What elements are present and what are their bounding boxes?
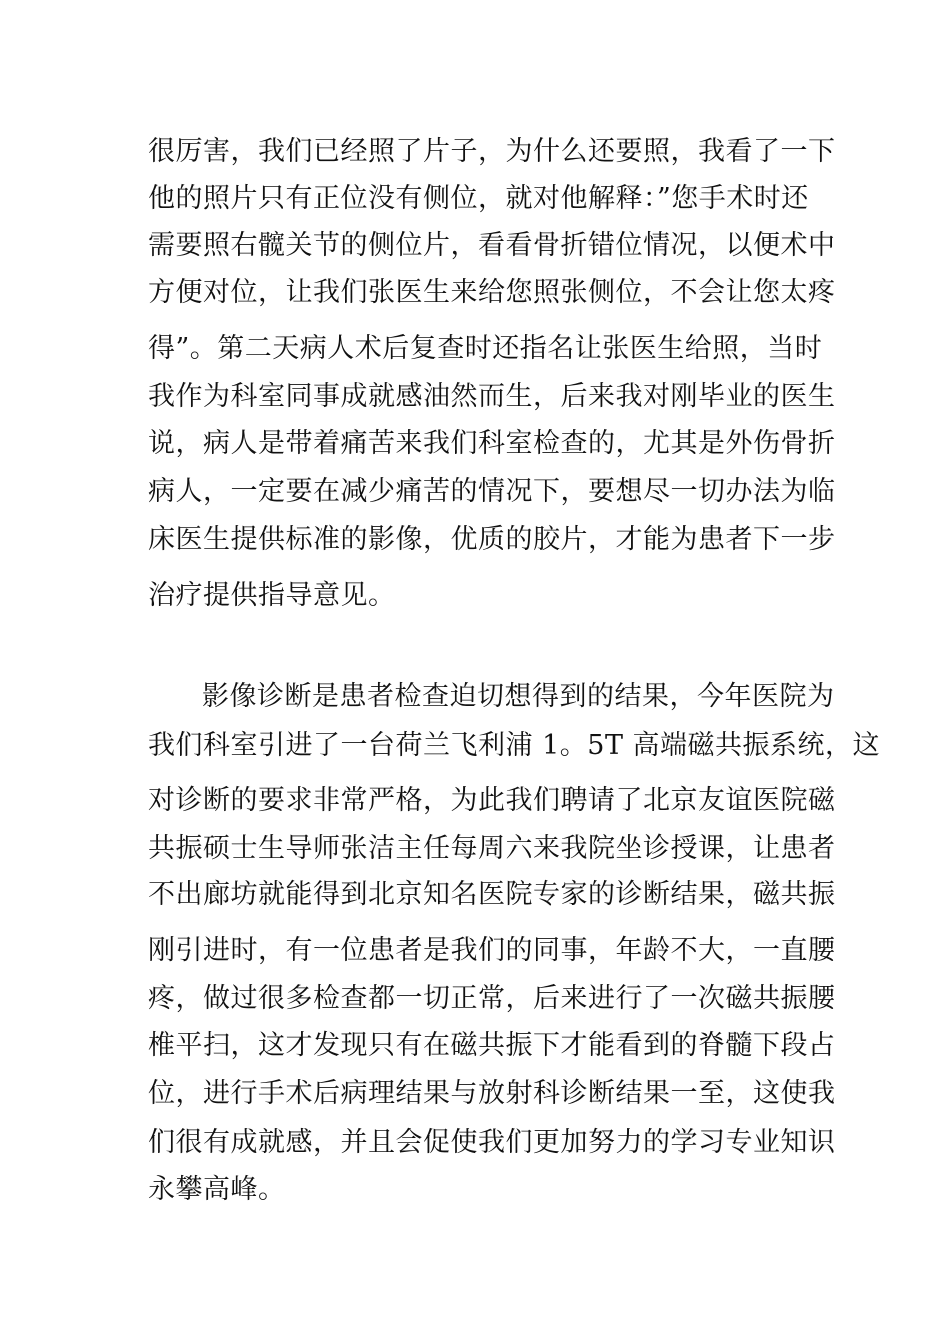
text-line: 影像诊断是患者检查迫切想得到的结果，今年医院为 bbox=[202, 681, 835, 712]
text-line: 很厉害，我们已经照了片子，为什么还要照，我看了一下 bbox=[148, 136, 836, 167]
text-line: 方便对位，让我们张医生来给您照张侧位，不会让您太疼 bbox=[148, 277, 836, 308]
text-line: 我们科室引进了一台荷兰飞利浦 1。5T 高端磁共振系统，这 bbox=[148, 730, 881, 761]
text-line: 位，进行手术后病理结果与放射科诊断结果一至，这使我 bbox=[148, 1078, 836, 1109]
text-line: 他的照片只有正位没有侧位，就对他解释：”您手术时还 bbox=[148, 183, 809, 214]
text-line: 对诊断的要求非常严格，为此我们聘请了北京友谊医院磁 bbox=[148, 785, 836, 816]
text-line: 治疗提供指导意见。 bbox=[148, 580, 396, 611]
text-line: 疼，做过很多检查都一切正常，后来进行了一次磁共振腰 bbox=[148, 983, 836, 1014]
text-line: 刚引进时，有一位患者是我们的同事，年龄不大，一直腰 bbox=[148, 935, 836, 966]
text-line: 床医生提供标准的影像，优质的胶片，才能为患者下一步 bbox=[148, 524, 836, 555]
text-line: 说，病人是带着痛苦来我们科室检查的，尤其是外伤骨折 bbox=[148, 428, 836, 459]
text-line: 得”。第二天病人术后复查时还指名让张医生给照，当时 bbox=[148, 333, 823, 364]
text-line: 我作为科室同事成就感油然而生，后来我对刚毕业的医生 bbox=[148, 381, 836, 412]
text-line: 永攀高峰。 bbox=[148, 1174, 286, 1205]
text-line: 共振硕士生导师张洁主任每周六来我院坐诊授课，让患者 bbox=[148, 833, 836, 864]
text-line: 需要照右髋关节的侧位片，看看骨折错位情况，以便术中 bbox=[148, 230, 836, 261]
text-line: 椎平扫，这才发现只有在磁共振下才能看到的脊髓下段占 bbox=[148, 1030, 836, 1061]
text-line: 不出廊坊就能得到北京知名医院专家的诊断结果，磁共振 bbox=[148, 879, 836, 910]
text-line: 们很有成就感，并且会促使我们更加努力的学习专业知识 bbox=[148, 1127, 836, 1158]
text-line: 病人，一定要在减少痛苦的情况下，要想尽一切办法为临 bbox=[148, 476, 836, 507]
